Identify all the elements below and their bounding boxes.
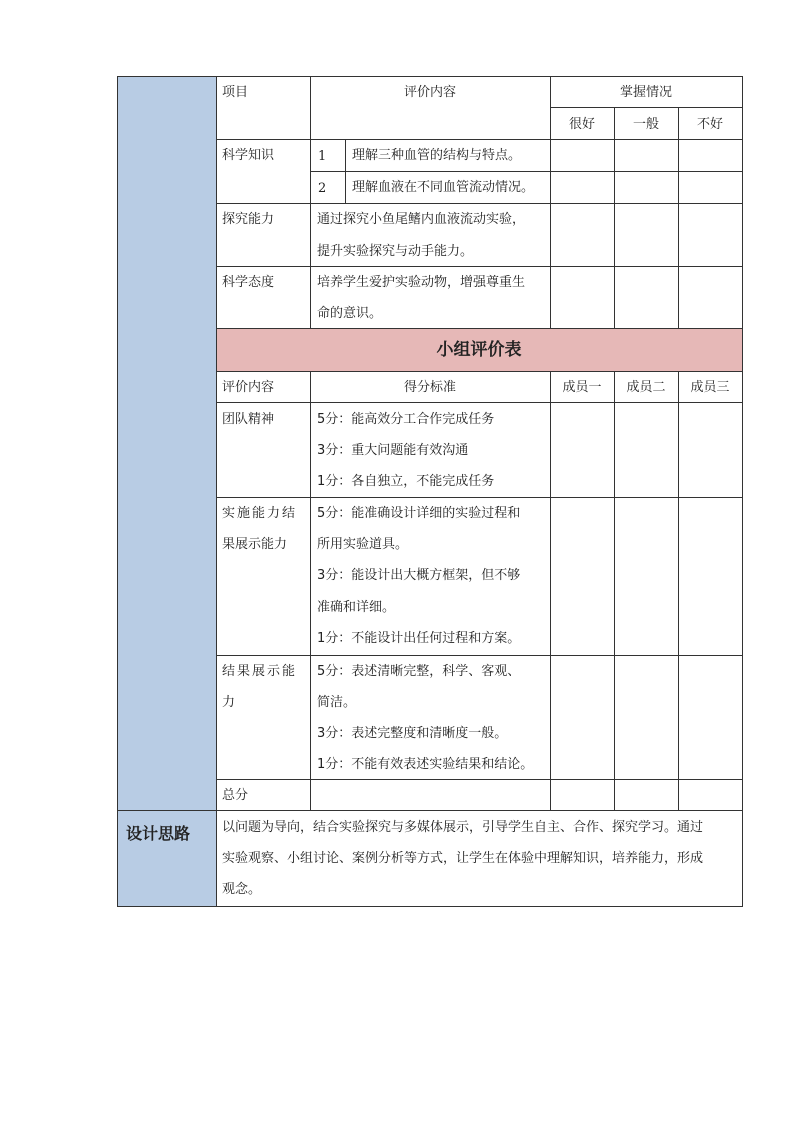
grid-line bbox=[216, 76, 217, 907]
grid-line bbox=[345, 139, 346, 203]
grid-line bbox=[550, 76, 551, 328]
grid-line bbox=[216, 371, 743, 372]
attitude-text: 培养学生爱护实验动物，增强尊重生 bbox=[317, 275, 526, 290]
grid-line bbox=[216, 779, 743, 780]
grid-line bbox=[216, 497, 743, 498]
member-header: 成员二 bbox=[626, 380, 666, 395]
inquiry-label: 探究能力 bbox=[222, 212, 275, 227]
grid-line bbox=[742, 76, 743, 907]
grid-line bbox=[550, 107, 743, 108]
grid-line bbox=[216, 402, 743, 403]
presentation-label: 结果展示能 bbox=[222, 664, 298, 679]
group-content-header: 评价内容 bbox=[222, 380, 275, 395]
grid-line bbox=[310, 76, 311, 328]
criteria-line: 5分：能高效分工合作完成任务 bbox=[317, 412, 495, 427]
grid-line bbox=[118, 76, 743, 77]
criteria-line: 简洁。 bbox=[317, 695, 357, 710]
grid-line bbox=[614, 371, 615, 810]
group-table-title: 小组评价表 bbox=[436, 340, 522, 360]
criteria-line: 5分：表述清晰完整，科学、客观、 bbox=[317, 664, 521, 679]
level-very-good: 很好 bbox=[568, 117, 595, 132]
grid-line bbox=[216, 655, 743, 656]
presentation-label: 力 bbox=[222, 695, 236, 710]
criteria-line: 1分：不能有效表述实验结果和结论。 bbox=[317, 757, 534, 772]
level-poor: 不好 bbox=[696, 117, 723, 132]
implementation-label: 果展示能力 bbox=[222, 537, 288, 552]
attitude-label: 科学态度 bbox=[222, 275, 275, 290]
knowledge-item-text: 理解血液在不同血管流动情况。 bbox=[352, 180, 535, 195]
knowledge-item-number: 1 bbox=[318, 149, 327, 164]
left-side-column bbox=[118, 76, 216, 810]
grid-line bbox=[117, 76, 118, 907]
grid-line bbox=[216, 266, 743, 267]
member-header: 成员一 bbox=[562, 380, 602, 395]
design-text: 实验观察、小组讨论、案例分析等方式，让学生在体验中理解知识，培养能力，形成 bbox=[222, 851, 704, 866]
inquiry-text: 通过探究小鱼尾鳍内血液流动实验， bbox=[317, 212, 526, 227]
grid-line bbox=[614, 107, 615, 328]
attitude-text: 命的意识。 bbox=[317, 306, 383, 321]
design-text: 以问题为导向，结合实验探究与多媒体展示，引导学生自主、合作、探究学习。通过 bbox=[222, 820, 704, 835]
grid-line bbox=[310, 371, 311, 810]
total-label: 总分 bbox=[222, 788, 249, 803]
member-header: 成员三 bbox=[690, 380, 730, 395]
inquiry-text: 提升实验探究与动手能力。 bbox=[317, 244, 474, 259]
implementation-label: 实施能力结 bbox=[222, 506, 298, 521]
grid-line bbox=[678, 107, 679, 328]
criteria-line: 3分：重大问题能有效沟通 bbox=[317, 443, 469, 458]
criteria-line: 所用实验道具。 bbox=[317, 537, 409, 552]
design-text: 观念。 bbox=[222, 882, 262, 897]
design-label: 设计思路 bbox=[126, 824, 191, 843]
teamwork-label: 团队精神 bbox=[222, 412, 275, 427]
content-header: 评价内容 bbox=[403, 85, 456, 100]
knowledge-item-text: 理解三种血管的结构与特点。 bbox=[352, 148, 522, 163]
grid-line bbox=[216, 203, 743, 204]
knowledge-item-number: 2 bbox=[318, 181, 327, 196]
criteria-line: 准确和详细。 bbox=[317, 600, 396, 615]
criteria-line: 1分：不能设计出任何过程和方案。 bbox=[317, 631, 521, 646]
level-average: 一般 bbox=[632, 117, 659, 132]
criteria-line: 1分：各自独立，不能完成任务 bbox=[317, 474, 495, 489]
grid-line bbox=[550, 371, 551, 810]
mastery-header: 掌握情况 bbox=[619, 85, 672, 100]
criteria-line: 3分：表述完整度和清晰度一般。 bbox=[317, 726, 508, 741]
criteria-line: 3分：能设计出大概方框架，但不够 bbox=[317, 568, 521, 583]
grid-line bbox=[216, 328, 743, 329]
criteria-line: 5分：能准确设计详细的实验过程和 bbox=[317, 506, 521, 521]
knowledge-label: 科学知识 bbox=[222, 148, 275, 163]
grid-line bbox=[118, 810, 743, 811]
criteria-header: 得分标准 bbox=[403, 380, 456, 395]
item-header: 项目 bbox=[222, 85, 249, 100]
grid-line bbox=[216, 139, 743, 140]
grid-line bbox=[118, 906, 743, 907]
grid-line bbox=[678, 371, 679, 810]
